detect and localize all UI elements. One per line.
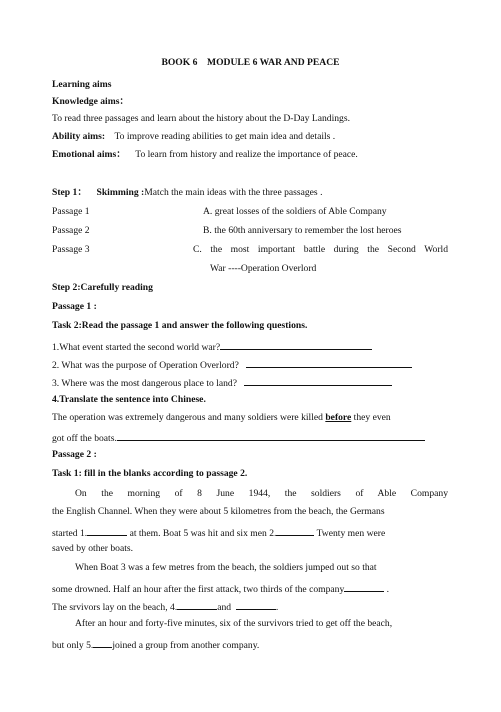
step1-line: [52, 188, 322, 198]
para1-line3: [52, 526, 385, 539]
para1-line3-b: at them. Boat 5 was hit and six men 2.: [127, 528, 277, 539]
main-idea-c: C. the most important battle during the Second World: [193, 244, 448, 255]
passage-label-1: Passage 1: [52, 206, 90, 217]
question-2: [52, 358, 412, 371]
ability-aims-text: To improve reading abilities to get main idea and details .: [114, 131, 336, 142]
question-2-text: 2. What was the purpose of Operation Overlord?: [52, 360, 239, 371]
fill-blank-2[interactable]: [276, 526, 314, 536]
translate-sentence-line2: [52, 431, 425, 444]
para1-line3-c: Twenty men were: [314, 528, 386, 539]
para3-line1: After an hour and forty-five minutes, six of the survivors tried to get off the beach,: [75, 618, 393, 629]
para3-line2-b: joined a group from another company.: [112, 640, 260, 651]
question-3-text: 3. Where was the most dangerous place to land?: [52, 378, 237, 389]
passage-label-3: Passage 3: [52, 244, 90, 255]
para3-line2-a: but only 5.: [52, 640, 94, 651]
translate-heading: 4.Translate the sentence into Chinese.: [52, 394, 206, 405]
translation-blank[interactable]: [117, 431, 425, 441]
ability-aims-label: Ability aims:: [52, 131, 106, 142]
answer-blank-q3[interactable]: [244, 376, 392, 386]
fill-blank-4b[interactable]: [236, 600, 276, 610]
main-idea-a: A. great losses of the soldiers of Able Company: [203, 206, 387, 217]
para2-line3-a: The srvivors lay on the beach, 4.: [52, 602, 178, 613]
para2-line3-c: .: [275, 602, 279, 613]
passage2-heading: Passage 2 :: [52, 449, 97, 460]
fill-blank-1[interactable]: [87, 526, 127, 536]
question-3: [52, 376, 392, 389]
para3-line2: [52, 638, 259, 651]
step1-heading: Skimming :: [96, 187, 145, 198]
passage1-heading: Passage 1 :: [52, 301, 97, 312]
para2-line2-a: some drowned. Half an hour after the first attack, two thirds of the company: [52, 584, 345, 595]
knowledge-aims-heading: Knowledge aims：: [52, 96, 130, 107]
para1-line1: On the morning of 8 June 1944, the soldiers of Able Company: [75, 488, 448, 499]
para1-line2: the English Channel. When they were about 5 kilometres from the beach, the Germans: [52, 506, 385, 517]
learning-aims-heading: Learning aims: [52, 79, 112, 90]
para2-line3-b: and: [217, 602, 232, 613]
question-1: [52, 340, 372, 353]
question-1-text: 1.What event started the second world war?: [52, 342, 221, 353]
page-title: BOOK 6 MODULE 6 WAR AND PEACE: [161, 57, 340, 68]
para1-line4: saved by other boats.: [52, 543, 133, 554]
task2-heading: Task 2:Read the passage 1 and answer the following questions.: [52, 320, 308, 331]
fill-blank-3[interactable]: [344, 582, 384, 592]
para1-line3-a: started 1.: [52, 528, 88, 539]
para2-line3: [52, 600, 278, 613]
fill-blank-4a[interactable]: [177, 600, 217, 610]
para2-line1: When Boat 3 was a few metres from the beach, the soldiers jumped out so that: [75, 562, 377, 573]
step2-heading: Step 2:Carefully reading: [52, 282, 153, 293]
step1-text: Match the main ideas with the three passages .: [144, 187, 323, 198]
main-idea-c-continued: War ----Operation Overlord: [210, 263, 317, 274]
emotional-aims-text: To learn from history and realize the importance of peace.: [135, 149, 358, 160]
knowledge-aims-text: To read three passages and learn about the history about the D-Day Landings.: [52, 113, 350, 124]
passage-label-2: Passage 2: [52, 225, 90, 236]
task1-heading: Task 1: fill in the blanks according to passage 2.: [52, 468, 248, 479]
emotional-aims-line: [52, 150, 358, 160]
step1-label: Step 1：: [52, 187, 87, 198]
translate-sentence-line1: [52, 413, 391, 423]
emotional-aims-label: Emotional aims：: [52, 149, 126, 160]
sentence-keyword-before: before: [325, 412, 352, 423]
sentence-part-c: got off the boats.: [52, 433, 117, 444]
sentence-part-b: they even: [351, 412, 391, 423]
para2-line2-b: .: [384, 584, 390, 595]
fill-blank-5[interactable]: [93, 638, 112, 648]
answer-blank-q1[interactable]: [220, 340, 372, 350]
answer-blank-q2[interactable]: [246, 358, 412, 368]
main-idea-b: B. the 60th anniversary to remember the lost heroes: [203, 225, 402, 236]
ability-aims-line: [52, 132, 335, 142]
para2-line2: [52, 582, 389, 595]
sentence-part-a: The operation was extremely dangerous and many soldiers were killed: [52, 412, 326, 423]
